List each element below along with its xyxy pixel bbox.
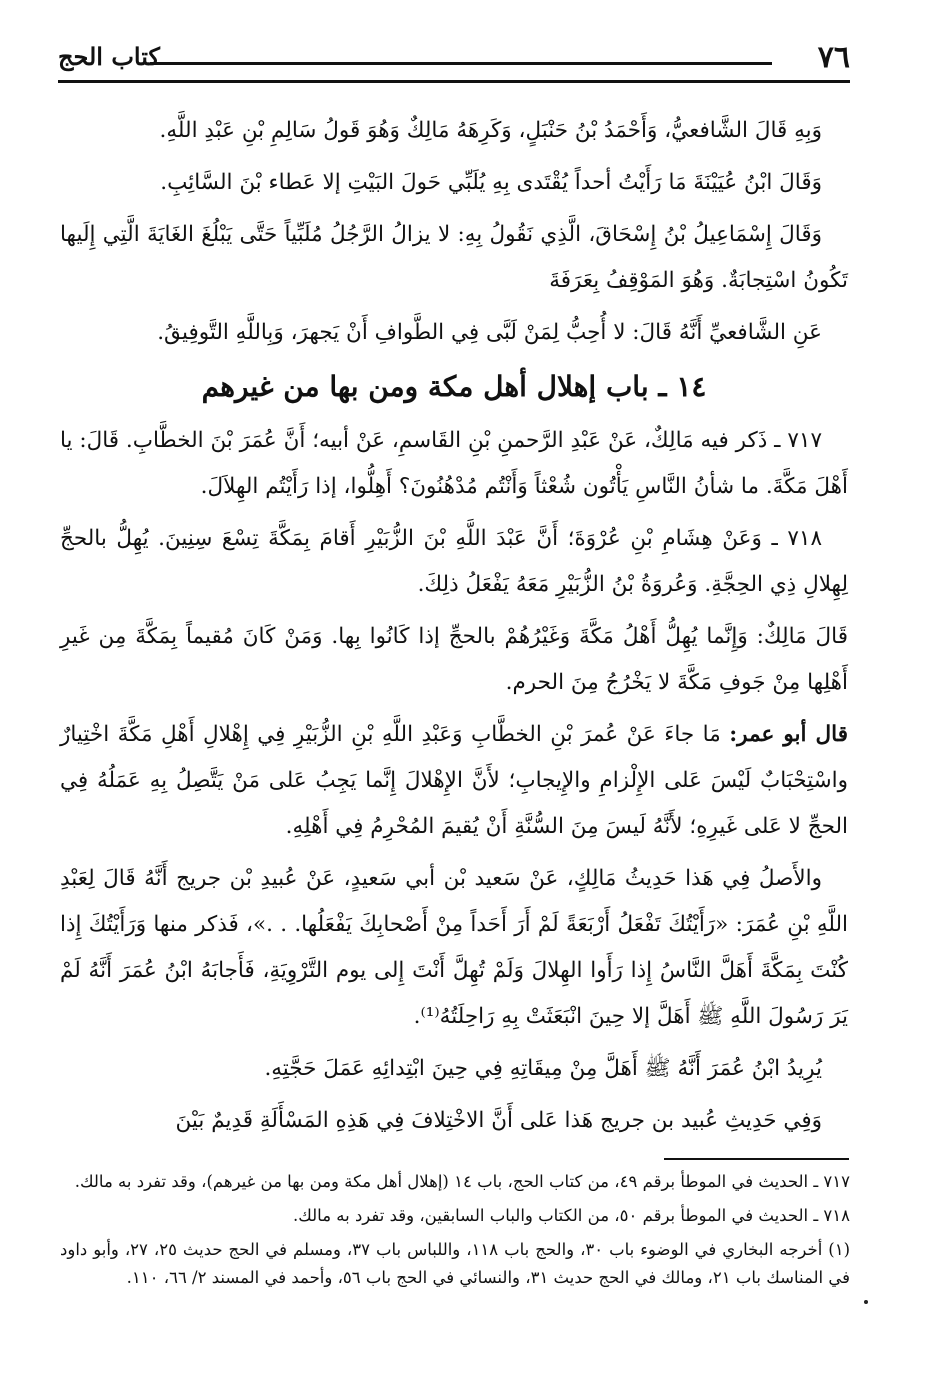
paragraph: وَفِي حَدِيثِ عُبيد بن جريج هَذا عَلى أَنَّ الاخْتِلافَ فِي هَذِهِ المَسْأَلَةِ قَدِيمٌ بَيْنَ [175,1108,822,1133]
header-rule [58,80,850,83]
paragraph: وَقَالَ ابْنُ عُيَيْنَةَ مَا رَأَيْتُ أحداً يُقْتَدى بِهِ يُلَبِّي حَولَ البَيْتِ إلا عَطاء بْنَ السَّائِبِ. [160,170,822,195]
scan-speck [864,1300,868,1304]
header-line [150,62,772,65]
chapter-heading: ١٤ ـ باب إهلال أهل مكة ومن بها من غيرهم [201,370,707,403]
footnote-separator [664,1158,849,1160]
malik-statement: قَالَ مَالِكٌ: وَإِنَّما يُهِلُّ أَهْلُ مَكَّةَ وَغَيْرُهُمْ بالحجِّ إذا كَانُوا بِها. وَمَنْ كَانَ مُقيماً بِمَكَّةَ مِن غَيرِ أَهْلِها مِنْ جَوفِ مَكَّةَ لا يَخْرُجُ مِنَ الحرم. [60,624,848,695]
footnote: ٧١٧ ـ الحديث في الموطأ برقم ٤٩، من كتاب الحج، باب ١٤ (إهلال أهل مكة ومن بها من غيرهم)، وقد تفرد به مالك. [74,1172,850,1191]
paragraph: يُرِيدُ ابْنُ عُمَرَ أَنَّهُ ﷺ أَهَلَّ مِنْ مِيقَاتِهِ فِي حِينَ ابْتِدائِهِ عَمَلَ حَجَّتِهِ. [264,1056,822,1081]
hadith-717: ٧١٧ ـ ذَكر فيه مَالِكٌ، عَنْ عَبْدِ الرَّحمنِ بْنِ القَاسمِ، عَنْ أبيه؛ أَنَّ عُمَرَ بْنَ الخطَّابِ. قَالَ: يا أَهْلَ مَكَّةَ. ما شأنُ النَّاسِ يَأْتُون شُعْثاً وَأَنْتُم مُدْهُنُونَ؟ أَهِلُّوا، إذا رَأَيْتُم الهِلاَلَ. [60,428,848,499]
page-header [58,38,850,82]
abu-umar-commentary [60,712,848,850]
footnote: ٧١٨ ـ الحديث في الموطأ برقم ٥٠، من الكتاب والباب السابقين، وقد تفرد به مالك. [292,1206,850,1225]
paragraph: عَنِ الشَّافعيِّ أَنَّهُ قَالَ: لا أُحِبُّ لِمَنْ لَبَّى فِي الطَّوافِ أَنْ يَجهرَ، وَبِاللَّهِ التَّوفِيقُ. [157,320,822,345]
footnote: (١) أخرجه البخاري في الوضوء باب ٣٠، والحج باب ١١٨، واللباس باب ٣٧، ومسلم في الحج حديث ٢٥، ٢٧، وأبو داود في المناسك باب ٢١، ومالك في الحج حديث ٣١، والنسائي في الحج باب ٥٦، وأحمد في المسند ٢/ ٦٦، ١١٠. [60,1240,850,1287]
footnotes [60,1168,850,1298]
abu-umar-text: مَا جاءَ عَنْ عُمرَ بْنِ الخطَّابِ وَعَبْدِ اللَّهِ بْنِ الزُّبَيْرِ فِي إِهْلالِ أَهْلِ مَكَّةَ اخْتِيارٌ واسْتِحْبَابٌ لَيْسَ عَلى الإِلْزامِ والإِيجابِ؛ لأَنَّ الإِهْلالَ إِنَّما يَجِبُ عَلى مَنْ يَتَّصِلُ بِهِ عَمَلُهُ فِي الحجِّ لا عَلى غَيرِهِ؛ لأَنَّهُ لَيسَ مِنَ السُّنَّةِ أَنْ يُقيمَ المُحْرِمُ فِي أَهْلِهِ. [60,722,848,839]
main-text [60,108,848,1150]
running-title: كتاب الحج [58,42,160,71]
paragraph: والأَصلُ فِي هَذا حَدِيثُ مَالِكٍ، عَنْ سَعيد بْن أبي سَعيدٍ، عَنْ عُبيدِ بْن جريج أَنَّهُ قَالَ لِعَبْدِ اللَّهِ بْنِ عُمَرَ: «رَأَيْتُكَ تَفْعَلُ أَرْبَعَةً لَمْ أَرَ أَحَداً مِنْ أَصْحابِكَ يَفْعَلُها. . .»، فَذكر منها وَرَأَيْتُكَ إِذا كُنْتَ بِمَكَّةَ أَهَلَّ النَّاسُ إِذا رَأَوا الهِلالَ وَلَمْ تُهِلَّ أَنْتَ إِلى يوم التَّرْوِيَةِ، فَأَجابَهُ ابْنُ عُمَرَ أَنَّهُ لَمْ يَرَ رَسُولَ اللَّهِ ﷺ أَهَلَّ إلا حِينَ انْبَعَثَتْ بِهِ رَاحِلَتُهُ⁽¹⁾. [60,866,848,1029]
page-number: ٧٦ [817,40,850,75]
hadith-718: ٧١٨ ـ وَعَنْ هِشَامِ بْنِ عُرْوَةَ؛ أَنَّ عَبْدَ اللَّهِ بْنَ الزُّبَيْرِ أَقامَ بِمَكَّةَ تِسْعَ سِنِينَ. يُهِلُّ بالحجِّ لِهِلالِ ذِي الحِجَّةِ. وَعُروَةُ بْنُ الزُّبَيْرِ مَعَهُ يَفْعَلُ ذلِكَ. [60,526,848,597]
paragraph: وَقَالَ إِسْمَاعِيلُ بْنُ إِسْحَاقَ، الَّذِي نَقُولُ بِهِ: لا يزالُ الرَّجُلُ مُلَبِّياً حَتَّى يَبْلُغَ الغَايَةَ الَّتِي إِلَيها تَكُونُ اسْتِجابَةٌ. وَهُوَ المَوْقِفُ بِعَرَفَةَ [60,222,848,293]
abu-umar-lead: قال أبو عمر: [729,722,849,747]
paragraph: وَبِهِ قَالَ الشَّافعيُّ، وَأَحْمَدُ بْنُ حَنْبَلٍ، وَكَرِهَهُ مَالِكٌ وَهُوَ قَولُ سَالِمِ بْنِ عَبْدِ اللَّهِ. [159,118,822,143]
